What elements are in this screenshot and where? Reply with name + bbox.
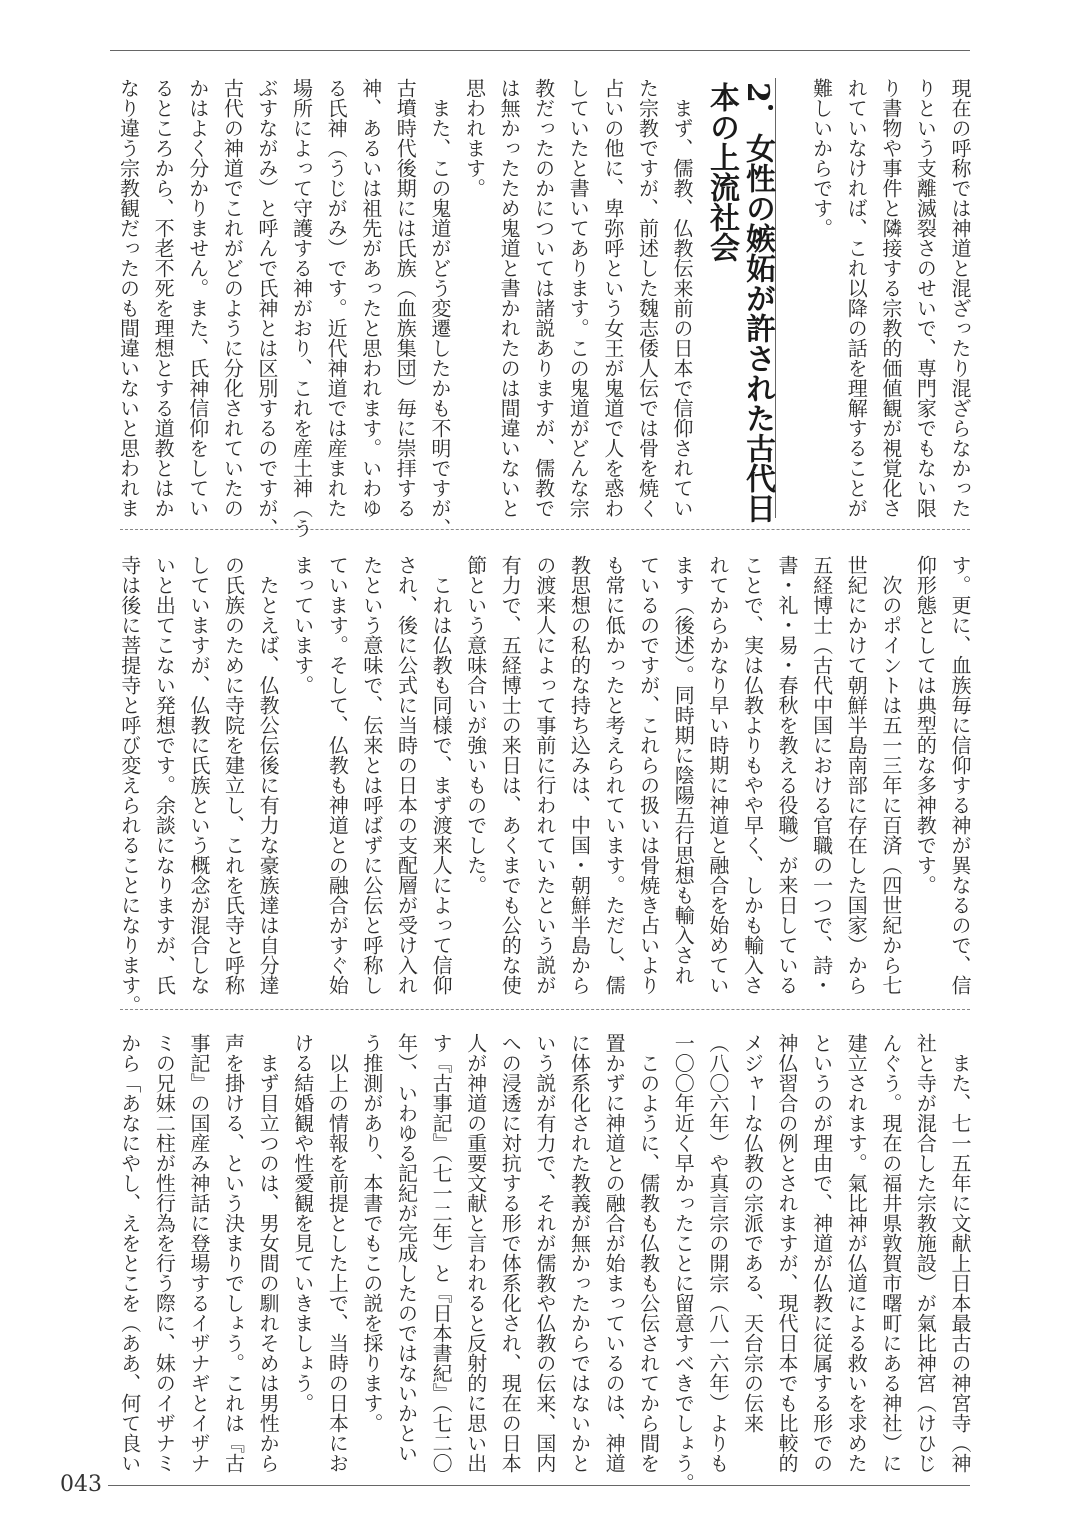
section-heading <box>703 78 776 523</box>
text-column: たとえば、仏教公伝後に有力な豪族達は自分達 <box>256 555 281 995</box>
text-column: というのが理由で、神道が仏教に従属する形での <box>809 1033 834 1473</box>
text-column: りという支離滅裂さのせいで、専門家でもない限 <box>913 78 938 518</box>
text-column: これは仏教も同様で、まず渡来人によって信仰 <box>429 555 454 995</box>
text-column: るところから、不老不死を理想とする道教とはか <box>151 78 176 518</box>
text-column: され、後に公式に当時の日本の支配層が受け入れ <box>394 555 419 995</box>
text-column: （八〇六年）や真言宗の開宗（八一六年）よりも <box>705 1033 730 1473</box>
text-column: 社と寺が混合した宗教施設）が氣比神宮（けひじ <box>913 1033 938 1473</box>
text-column: まっています。 <box>290 555 315 695</box>
text-column: 仰形態としては典型的な多神教です。 <box>913 555 938 895</box>
text-column: 声を掛ける、という決まりでしょう。これは『古 <box>221 1033 246 1473</box>
text-column: 節という意味合いが強いものでした。 <box>463 555 488 895</box>
text-column: していますが、仏教に氏族という概念が混合しな <box>186 555 211 995</box>
text-column: た宗教ですが、前述した魏志倭人伝では骨を焼く <box>635 78 660 518</box>
text-column: ているのですが、これらの扱いは骨焼き占いより <box>636 555 661 995</box>
text-column: 占いの他に、卑弥呼という女王が鬼道で人を惑わ <box>600 78 625 518</box>
text-column: たという意味で、伝来とは呼ばずに公伝と呼称し <box>359 555 384 995</box>
text-column: していたと書いてあります。この鬼道がどんな宗 <box>566 78 591 518</box>
text-column: 古墳時代後期には氏族（血族集団）毎に崇拝する <box>393 78 418 518</box>
text-column: 人が神道の重要文献と言われると反射的に思い出 <box>463 1033 488 1473</box>
text-column: ぶすながみ）と呼んで氏神とは区別するのですが、 <box>254 78 279 538</box>
tier-divider <box>120 529 970 530</box>
text-column: 書・礼・易・春秋を教える役職）が来日している <box>775 555 800 995</box>
text-column: の氏族のために寺院を建立し、これを氏寺と呼称 <box>221 555 246 995</box>
text-column: 寺は後に菩提寺と呼び変えられることになります。 <box>117 555 142 1015</box>
text-column: ミの兄妹二柱が性行為を行う際に、妹のイザナミ <box>152 1033 177 1473</box>
text-column: ています。そして、仏教も神道との融合がすぐ始 <box>325 555 350 995</box>
text-column: 有力で、五経博士の来日は、あくまでも公的な使 <box>498 555 523 995</box>
text-column: 現在の呼称では神道と混ざったり混ざらなかった <box>948 78 972 518</box>
page-number: 043 <box>60 1472 102 1497</box>
text-column: れてからかなり早い時期に神道と融合を始めてい <box>705 555 730 995</box>
text-column: の渡来人によって事前に行われていたという説が <box>532 555 557 995</box>
text-column: 年）、いわゆる記紀が完成したのではないかとい <box>394 1033 419 1463</box>
text-column: また、七一五年に文献上日本最古の神宮寺（神 <box>948 1033 972 1473</box>
text-column: 世紀にかけて朝鮮半島南部に存在した国家）から <box>844 555 869 995</box>
text-column: 場所によって守護する神がおり、これを産土神（う <box>289 78 314 538</box>
text-column: は無かったため鬼道と書かれたのは間違いないと <box>497 78 522 518</box>
text-tier-bottom <box>112 1033 977 1493</box>
text-column: このように、儒教も仏教も公伝されてから間を <box>636 1033 661 1473</box>
text-column: ける結婚観や性愛観を見ていきましょう。 <box>290 1033 315 1413</box>
text-column: かはよく分かりません。また、氏神信仰をしてい <box>185 78 210 518</box>
text-column: んぐう。現在の福井県敦賀市曙町にある神社）に <box>878 1033 903 1473</box>
text-column: また、この鬼道がどう変遷したかも不明ですが、 <box>427 78 452 538</box>
text-column: 教だったのかについては諸説ありますが、儒教で <box>531 78 556 518</box>
text-column: 五経博士（古代中国における官職の一つで、詩・ <box>809 555 834 995</box>
text-column: ます（後述）。同時期に陰陽五行思想も輸入され <box>671 555 696 985</box>
text-tier-middle <box>112 555 977 1015</box>
text-column: 以上の情報を前提とした上で、当時の日本にお <box>325 1033 350 1473</box>
text-column: なり違う宗教観だったのも間違いないと思われま <box>116 78 141 518</box>
text-column: 古代の神道でこれがどのように分化されていたの <box>220 78 245 518</box>
text-column: 思われます。 <box>462 78 487 198</box>
text-column: 一〇〇年近く早かったことに留意すべきでしょう。 <box>671 1033 696 1493</box>
text-column: への浸透に対抗する形で体系化され、現在の日本 <box>498 1033 523 1473</box>
text-column: いと出てこない発想です。余談になりますが、氏 <box>152 555 177 995</box>
text-column: る氏神（うじがみ）です。近代神道では産まれた <box>324 78 349 518</box>
text-column: に体系化された教義が無かったからではないかと <box>567 1033 592 1473</box>
text-column: う推測があり、本書でもこの説を採ります。 <box>359 1033 384 1433</box>
text-column: いう説が有力で、それが儒教や仏教の伝来、国内 <box>532 1033 557 1473</box>
text-column: 難しいからです。 <box>809 78 834 238</box>
text-column: メジャーな仏教の宗派である、天台宗の伝来 <box>740 1033 765 1433</box>
text-column: 神仏習合の例とされますが、現代日本でも比較的 <box>775 1033 800 1473</box>
text-column: 次のポイントは五一三年に百済（四世紀から七 <box>878 555 903 995</box>
text-column: まず目立つのは、男女間の馴れそめは男性から <box>256 1033 281 1473</box>
heading-line: 2．女性の嫉妬が許された古代日 <box>740 82 776 523</box>
text-column: 事記』の国産み神話に登場するイザナギとイザナ <box>186 1033 211 1473</box>
tier-divider <box>120 1009 970 1010</box>
text-column: も常に低かったと考えられています。ただし、儒 <box>602 555 627 995</box>
text-column: 神、あるいは祖先があったと思われます。いわゆ <box>358 78 383 518</box>
text-column: から「あなにやし、えをとこを（ああ、何て良い <box>117 1033 142 1473</box>
text-column: す『古事記』（七一二年）と『日本書紀』（七二〇 <box>429 1033 454 1473</box>
heading-line: 本の上流社会 <box>704 82 740 262</box>
bottom-rule <box>108 1485 970 1486</box>
text-column: す。更に、血族毎に信仰する神が異なるので、信 <box>948 555 972 995</box>
text-column: 置かずに神道との融合が始まっているのは、神道 <box>602 1033 627 1473</box>
text-column: まず、儒教、仏教伝来前の日本で信仰されてい <box>670 78 695 518</box>
text-column: り書物や事件と隣接する宗教的価値観が視覚化さ <box>878 78 903 518</box>
top-rule <box>110 50 970 51</box>
text-column: 教思想の私的な持ち込みは、中国・朝鮮半島から <box>567 555 592 995</box>
text-column: れていなければ、これ以降の話を理解することが <box>844 78 869 518</box>
text-column: ことで、実は仏教よりもやや早く、しかも輸入さ <box>740 555 765 995</box>
text-tier-top <box>111 78 977 538</box>
text-column: 建立されます。氣比神が仏道による救いを求めた <box>844 1033 869 1473</box>
